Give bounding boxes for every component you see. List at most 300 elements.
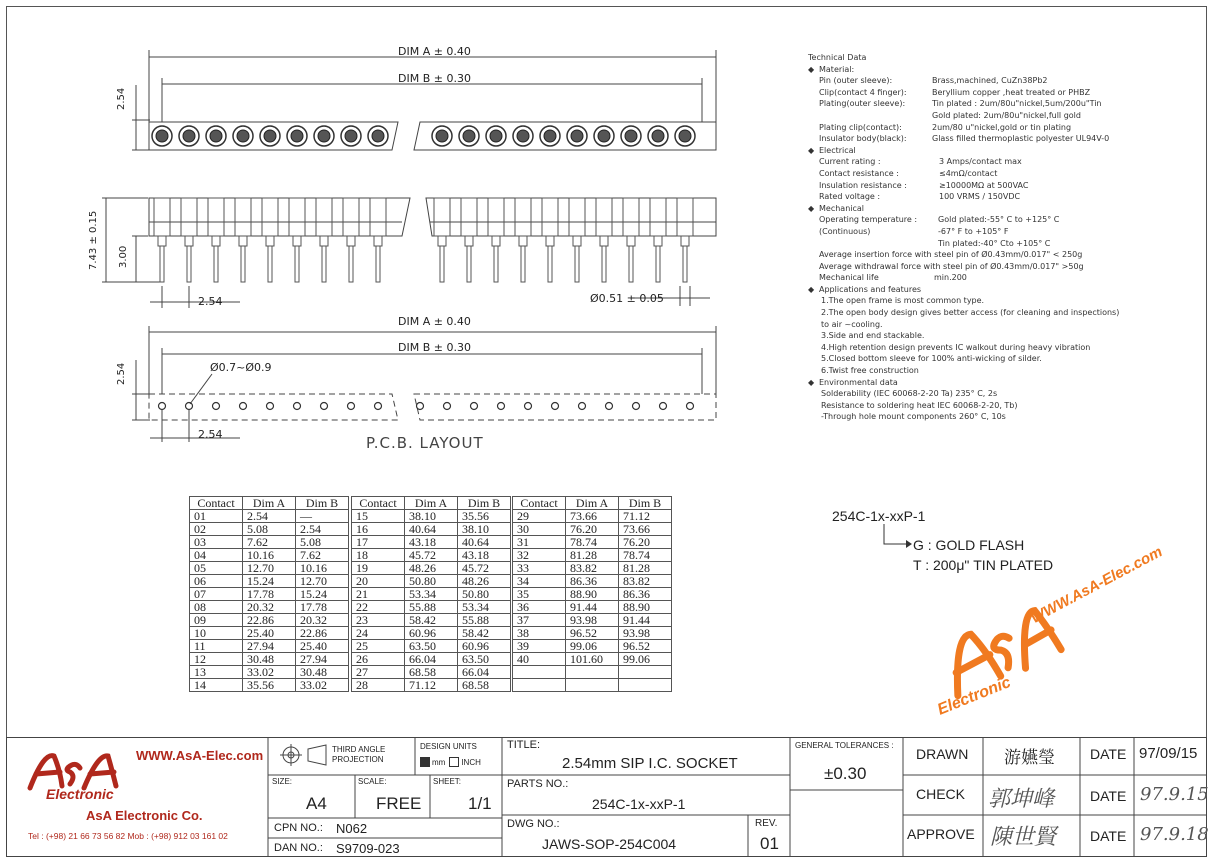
table-row: [190, 653, 349, 666]
side-height-pin-label: 3.00: [118, 245, 129, 268]
table-row: [513, 575, 672, 588]
mechanical-row: [808, 214, 1168, 226]
top-view-contacts: [152, 126, 695, 146]
table-cell: 55.88: [458, 614, 511, 627]
table-cell: 21: [352, 588, 405, 601]
mechanical-force-value: Average insertion force with steel pin of Ø0.43mm/0.017" < 250g: [819, 250, 1083, 260]
table-row: [513, 523, 672, 536]
contact-table-2: [351, 496, 511, 692]
mechanical-force-row: [808, 261, 1168, 273]
table-cell: 30.48: [296, 666, 349, 679]
table-cell: 60.96: [458, 640, 511, 653]
side-pin: [629, 246, 633, 282]
table-cell: 20: [352, 575, 405, 588]
table-cell: 71.12: [405, 679, 458, 692]
table-row: [352, 679, 511, 692]
table-row: [190, 614, 349, 627]
side-pin: [521, 246, 525, 282]
table-cell: 76.20: [566, 523, 619, 536]
option-gold: G : GOLD FLASH: [913, 537, 1025, 553]
table-cell: 04: [190, 549, 243, 562]
side-pin: [322, 246, 326, 282]
side-sleeve: [434, 198, 450, 236]
technical-data: [808, 52, 1168, 423]
table-cell: 12: [190, 653, 243, 666]
table-cell: 38.10: [458, 523, 511, 536]
contact-inner-hole: [237, 130, 249, 142]
pcb-hole: [321, 403, 328, 410]
scale-label: SCALE:: [358, 777, 387, 786]
table-cell: [619, 666, 672, 679]
table-cell: 17.78: [296, 601, 349, 614]
side-pin: [268, 246, 272, 282]
table-cell: 05: [190, 562, 243, 575]
side-pin: [376, 246, 380, 282]
diamond-bullet-icon: ◆: [808, 145, 815, 155]
side-pin: [349, 246, 353, 282]
contact-inner-hole: [679, 130, 691, 142]
table-cell: 20.32: [243, 601, 296, 614]
projection-label: THIRD ANGLE PROJECTION: [332, 745, 386, 764]
table-cell: 08: [190, 601, 243, 614]
contact-table-3: [512, 496, 672, 692]
table-header-cell: Dim A: [243, 497, 296, 510]
table-row: [513, 510, 672, 523]
pcb-hole: [159, 403, 166, 410]
table-header-cell: Dim B: [458, 497, 511, 510]
table-cell: 10.16: [243, 549, 296, 562]
side-pin-collar: [212, 236, 220, 246]
table-header-row: [190, 497, 349, 510]
table-row: [352, 549, 511, 562]
table-cell: 25.40: [296, 640, 349, 653]
option-tin: T : 200μ" TIN PLATED: [913, 557, 1054, 573]
electrical-label: Rated voltage :: [819, 192, 881, 202]
watermark-url: WWW.AsA-Elec.com: [1028, 543, 1166, 628]
material-row: [808, 75, 1168, 87]
pcb-hole: [348, 403, 355, 410]
side-pin: [467, 246, 471, 282]
table-cell: 60.96: [405, 627, 458, 640]
environmental-value: -Through hole mount components 260° C, 10s: [821, 412, 1006, 422]
side-sleeve: [154, 198, 170, 236]
material-header: Material:: [819, 64, 855, 74]
table-cell: [513, 679, 566, 692]
electrical-label: Contact resistance :: [819, 168, 899, 178]
design-units-options: [420, 757, 481, 767]
title-label: TITLE:: [507, 739, 541, 751]
side-view-body-right: [426, 198, 716, 236]
contact-inner-hole: [372, 130, 384, 142]
logo-url: WWW.AsA-Elec.com: [136, 748, 264, 763]
side-height-total-label: 7.43 ± 0.15: [88, 210, 99, 270]
parts-value: 254C-1x-xxP-1: [592, 796, 686, 812]
watermark-sub: Electronic: [935, 673, 1014, 719]
table-row: [513, 666, 672, 679]
material-label: Clip(contact 4 finger):: [819, 87, 907, 97]
mechanical-value: -67° F to +105° F: [938, 226, 1009, 236]
dan-label: DAN NO.:: [274, 842, 323, 854]
application-value: 3.Side and end stackable.: [821, 331, 925, 341]
contact-inner-hole: [156, 130, 168, 142]
table-header-row: [513, 497, 672, 510]
mechanical-value: Gold plated:-55° C to +125° C: [938, 215, 1060, 225]
rev-value: 01: [760, 834, 779, 853]
pcb-hole: [294, 403, 301, 410]
table-row: [352, 601, 511, 614]
material-row: [808, 98, 1168, 110]
application-row: [808, 342, 1168, 354]
size-label: SIZE:: [272, 777, 293, 786]
table-header-cell: Dim A: [405, 497, 458, 510]
table-header-row: [352, 497, 511, 510]
electrical-row: [808, 180, 1168, 192]
table-row: [513, 627, 672, 640]
application-value: to air ~cooling.: [821, 319, 883, 329]
table-cell: 20.32: [296, 614, 349, 627]
table-header-cell: Dim B: [296, 497, 349, 510]
table-cell: 96.52: [619, 640, 672, 653]
table-cell: 58.42: [458, 627, 511, 640]
table-cell: 17: [352, 536, 405, 549]
table-cell: 19: [352, 562, 405, 575]
table-cell: 22.86: [296, 627, 349, 640]
side-pin-collar: [627, 236, 635, 246]
side-pin: [548, 246, 552, 282]
side-pin: [602, 246, 606, 282]
date-check: 97.9.15: [1140, 784, 1209, 805]
contact-inner-hole: [318, 130, 330, 142]
diamond-bullet-icon: ◆: [808, 377, 815, 387]
contact-inner-hole: [345, 130, 357, 142]
table-cell: 38.10: [405, 510, 458, 523]
material-value: Gold plated: 2um/80u"nickel,full gold: [932, 110, 1081, 120]
height-label-top: 2.54: [116, 87, 127, 110]
contact-inner-hole: [210, 130, 222, 142]
electrical-value: ≤4mΩ/contact: [939, 168, 998, 178]
table-cell: —: [296, 510, 349, 523]
table-header-cell: Dim B: [619, 497, 672, 510]
table-cell: 10.16: [296, 562, 349, 575]
material-value: Glass filled thermoplastic polyester UL94V-0: [932, 134, 1110, 144]
date-label-3: DATE: [1090, 828, 1127, 844]
mechanical-value: Tin plated:-40° Cto +105° C: [938, 238, 1051, 248]
table-cell: 68.58: [458, 679, 511, 692]
table-cell: 24: [352, 627, 405, 640]
table-row: [513, 536, 672, 549]
mechanical-force-value: Average withdrawal force with steel pin of Ø0.43mm/0.017" >50g: [819, 261, 1084, 271]
side-pin-collar: [185, 236, 193, 246]
dim-a-label-layout: DIM A ± 0.40: [398, 315, 471, 328]
table-cell: 101.60: [566, 653, 619, 666]
table-cell: 86.36: [619, 588, 672, 601]
table-cell: 48.26: [458, 575, 511, 588]
date-drawn: 97/09/15: [1139, 745, 1198, 762]
applications-header: Applications and features: [819, 284, 922, 294]
application-row: [808, 353, 1168, 365]
table-row: [190, 575, 349, 588]
diamond-bullet-icon: ◆: [808, 284, 815, 294]
side-pin: [494, 246, 498, 282]
drawn-label: DRAWN: [916, 746, 969, 762]
table-row: [190, 666, 349, 679]
side-pin: [683, 246, 687, 282]
table-row: [352, 523, 511, 536]
table-cell: 55.88: [405, 601, 458, 614]
table-cell: 63.50: [405, 640, 458, 653]
application-row: [808, 319, 1168, 331]
table-cell: 99.06: [619, 653, 672, 666]
side-pin: [187, 246, 191, 282]
table-row: [513, 588, 672, 601]
application-value: 2.The open body design gives better access (for cleaning and inspections): [821, 308, 1120, 318]
side-view-pins: [154, 198, 693, 282]
table-cell: 7.62: [243, 536, 296, 549]
table-cell: 7.62: [296, 549, 349, 562]
table-cell: 53.34: [458, 601, 511, 614]
electrical-row: [808, 156, 1168, 168]
side-pin: [241, 246, 245, 282]
contact-inner-hole: [463, 130, 475, 142]
table-cell: 81.28: [566, 549, 619, 562]
table-row: [190, 679, 349, 692]
table-cell: 50.80: [458, 588, 511, 601]
side-sleeve: [461, 198, 477, 236]
application-value: 5.Closed bottom sleeve for 100% anti-wicking of silder.: [821, 354, 1042, 364]
side-sleeve: [289, 198, 305, 236]
table-cell: 33: [513, 562, 566, 575]
environmental-row: [808, 388, 1168, 400]
side-pin-collar: [158, 236, 166, 246]
pcb-hole: [498, 403, 505, 410]
table-cell: 88.90: [619, 601, 672, 614]
table-cell: 30.48: [243, 653, 296, 666]
application-row: [808, 295, 1168, 307]
diamond-bullet-icon: ◆: [808, 203, 815, 213]
table-header-cell: Contact: [513, 497, 566, 510]
table-cell: 06: [190, 575, 243, 588]
table-cell: 91.44: [566, 601, 619, 614]
pcb-hole: [579, 403, 586, 410]
contact-inner-hole: [490, 130, 502, 142]
dwg-label: DWG NO.:: [507, 818, 560, 830]
table-cell: [513, 666, 566, 679]
side-sleeve: [515, 198, 531, 236]
rev-label: REV.: [755, 818, 778, 829]
material-row: [808, 133, 1168, 145]
application-row: [808, 307, 1168, 319]
table-cell: 53.34: [405, 588, 458, 601]
mechanical-row: [808, 238, 1168, 250]
side-sleeve: [316, 198, 332, 236]
sheet-label: SHEET:: [433, 777, 462, 786]
table-row: [190, 627, 349, 640]
pcb-hole: [660, 403, 667, 410]
mm-checkbox[interactable]: [420, 757, 430, 767]
check-signature: 郭坤峰: [988, 787, 1055, 812]
table-cell: 86.36: [566, 575, 619, 588]
table-cell: 33.02: [296, 679, 349, 692]
electrical-label: Insulation resistance :: [819, 180, 907, 190]
table-cell: 48.26: [405, 562, 458, 575]
environmental-value: Solderability (IEC 60068-2-20 Ta) 235° C, 2s: [821, 389, 998, 399]
dwg-value: JAWS-SOP-254C004: [542, 836, 677, 852]
table-cell: 37: [513, 614, 566, 627]
table-cell: 15.24: [296, 588, 349, 601]
side-pin-collar: [266, 236, 274, 246]
part-code: 254C-1x-xxP-1: [832, 508, 926, 524]
application-value: 4.High retention design prevents IC walkout during heavy vibration: [821, 342, 1091, 352]
table-header-cell: Contact: [352, 497, 405, 510]
side-pin-collar: [347, 236, 355, 246]
pcb-hole: [375, 403, 382, 410]
side-pin-collar: [374, 236, 382, 246]
side-pin-collar: [293, 236, 301, 246]
contact-inner-hole: [544, 130, 556, 142]
table-cell: 63.50: [458, 653, 511, 666]
table-cell: 78.74: [566, 536, 619, 549]
inch-checkbox[interactable]: [449, 757, 459, 767]
contact-inner-hole: [183, 130, 195, 142]
material-value: Tin plated : 2um/80u"nickel,5um/200u"Tin: [932, 99, 1102, 109]
side-sleeve: [488, 198, 504, 236]
approve-signature: 陳世賢: [990, 825, 1057, 850]
contact-inner-hole: [264, 130, 276, 142]
table-cell: 91.44: [619, 614, 672, 627]
cpn-label: CPN NO.:: [274, 822, 323, 834]
table-cell: 09: [190, 614, 243, 627]
pcb-layout-holes: [159, 403, 694, 410]
logo-sub: Electronic: [46, 786, 114, 802]
tolerance-value: ±0.30: [824, 764, 867, 783]
environmental-value: Resistance to soldering heat IEC 60068-2-20, Tb): [821, 400, 1018, 410]
side-sleeve: [262, 198, 278, 236]
table-row: [513, 614, 672, 627]
table-cell: 17.78: [243, 588, 296, 601]
side-sleeve: [623, 198, 639, 236]
table-cell: 2.54: [296, 523, 349, 536]
side-sleeve: [370, 198, 386, 236]
table-cell: 50.80: [405, 575, 458, 588]
pin-diameter-label: Ø0.51 ± 0.05: [590, 292, 664, 305]
table-cell: 23: [352, 614, 405, 627]
side-sleeve: [677, 198, 693, 236]
contact-inner-hole: [291, 130, 303, 142]
mechanical-row: [808, 226, 1168, 238]
mech-life-label: Mechanical life: [819, 273, 879, 283]
mechanical-force-row: [808, 249, 1168, 261]
side-pin-collar: [239, 236, 247, 246]
table-cell: 45.72: [458, 562, 511, 575]
table-cell: 73.66: [566, 510, 619, 523]
table-row: [352, 666, 511, 679]
material-label: Plating clip(contact):: [819, 122, 902, 132]
dan-value: S9709-023: [336, 841, 400, 856]
pcb-hole: [471, 403, 478, 410]
table-cell: 12.70: [243, 562, 296, 575]
side-pin-collar: [681, 236, 689, 246]
table-cell: 22: [352, 601, 405, 614]
pitch-label-layout: 2.54: [198, 428, 223, 441]
table-cell: 18: [352, 549, 405, 562]
table-cell: 35: [513, 588, 566, 601]
drawing-title: 2.54mm SIP I.C. SOCKET: [562, 755, 738, 772]
table-cell: 71.12: [619, 510, 672, 523]
table-cell: 73.66: [619, 523, 672, 536]
table-row: [190, 536, 349, 549]
material-label: Plating(outer sleeve):: [819, 99, 906, 109]
table-cell: 15: [352, 510, 405, 523]
side-pin-collar: [438, 236, 446, 246]
mechanical-label: (Continuous): [819, 226, 871, 236]
table-cell: 01: [190, 510, 243, 523]
company-phone: Tel : (+98) 21 66 73 56 82 Mob : (+98) 912 03 161 02: [28, 831, 228, 841]
contact-inner-hole: [598, 130, 610, 142]
date-label-2: DATE: [1090, 788, 1127, 804]
height-label-layout: 2.54: [116, 362, 127, 385]
table-cell: 40.64: [405, 523, 458, 536]
table-cell: 26: [352, 653, 405, 666]
pcb-hole: [687, 403, 694, 410]
dim-a-label-top: DIM A ± 0.40: [398, 45, 471, 58]
table-cell: 40.64: [458, 536, 511, 549]
material-value: Brass,machined, CuZn38Pb2: [932, 76, 1048, 86]
table-cell: 39: [513, 640, 566, 653]
contact-inner-hole: [571, 130, 583, 142]
pcb-hole: [552, 403, 559, 410]
hole-diameter-label: Ø0.7~Ø0.9: [210, 361, 272, 374]
table-row: [190, 601, 349, 614]
table-cell: 10: [190, 627, 243, 640]
pcb-hole: [186, 403, 193, 410]
table-cell: 13: [190, 666, 243, 679]
table-cell: 76.20: [619, 536, 672, 549]
table-cell: 43.18: [458, 549, 511, 562]
table-cell: 5.08: [296, 536, 349, 549]
pcb-layout-title: P.C.B. LAYOUT: [366, 434, 484, 452]
table-cell: 12.70: [296, 575, 349, 588]
table-row: [190, 588, 349, 601]
table-cell: 27.94: [296, 653, 349, 666]
pitch-label-side: 2.54: [198, 295, 223, 308]
table-row: [190, 549, 349, 562]
table-cell: 5.08: [243, 523, 296, 536]
table-cell: 78.74: [619, 549, 672, 562]
table-cell: 81.28: [619, 562, 672, 575]
side-pin-collar: [492, 236, 500, 246]
date-approve: 97.9.18: [1140, 824, 1209, 845]
electrical-row: [808, 191, 1168, 203]
material-value: Beryllium copper ,heat treated or PHBZ: [932, 87, 1091, 97]
side-pin: [440, 246, 444, 282]
electrical-header: Electrical: [819, 145, 856, 155]
table-cell: 35.56: [243, 679, 296, 692]
dim-b-label-layout: DIM B ± 0.30: [398, 341, 471, 354]
parts-label: PARTS NO.:: [507, 778, 569, 790]
table-row: [190, 562, 349, 575]
application-value: 1.The open frame is most common type.: [821, 296, 985, 306]
table-cell: 40: [513, 653, 566, 666]
table-cell: 93.98: [619, 627, 672, 640]
pcb-hole: [606, 403, 613, 410]
table-row: [352, 588, 511, 601]
table-cell: 29: [513, 510, 566, 523]
table-cell: 35.56: [458, 510, 511, 523]
table-row: [352, 614, 511, 627]
side-pin: [214, 246, 218, 282]
side-sleeve: [569, 198, 585, 236]
table-cell: 15.24: [243, 575, 296, 588]
